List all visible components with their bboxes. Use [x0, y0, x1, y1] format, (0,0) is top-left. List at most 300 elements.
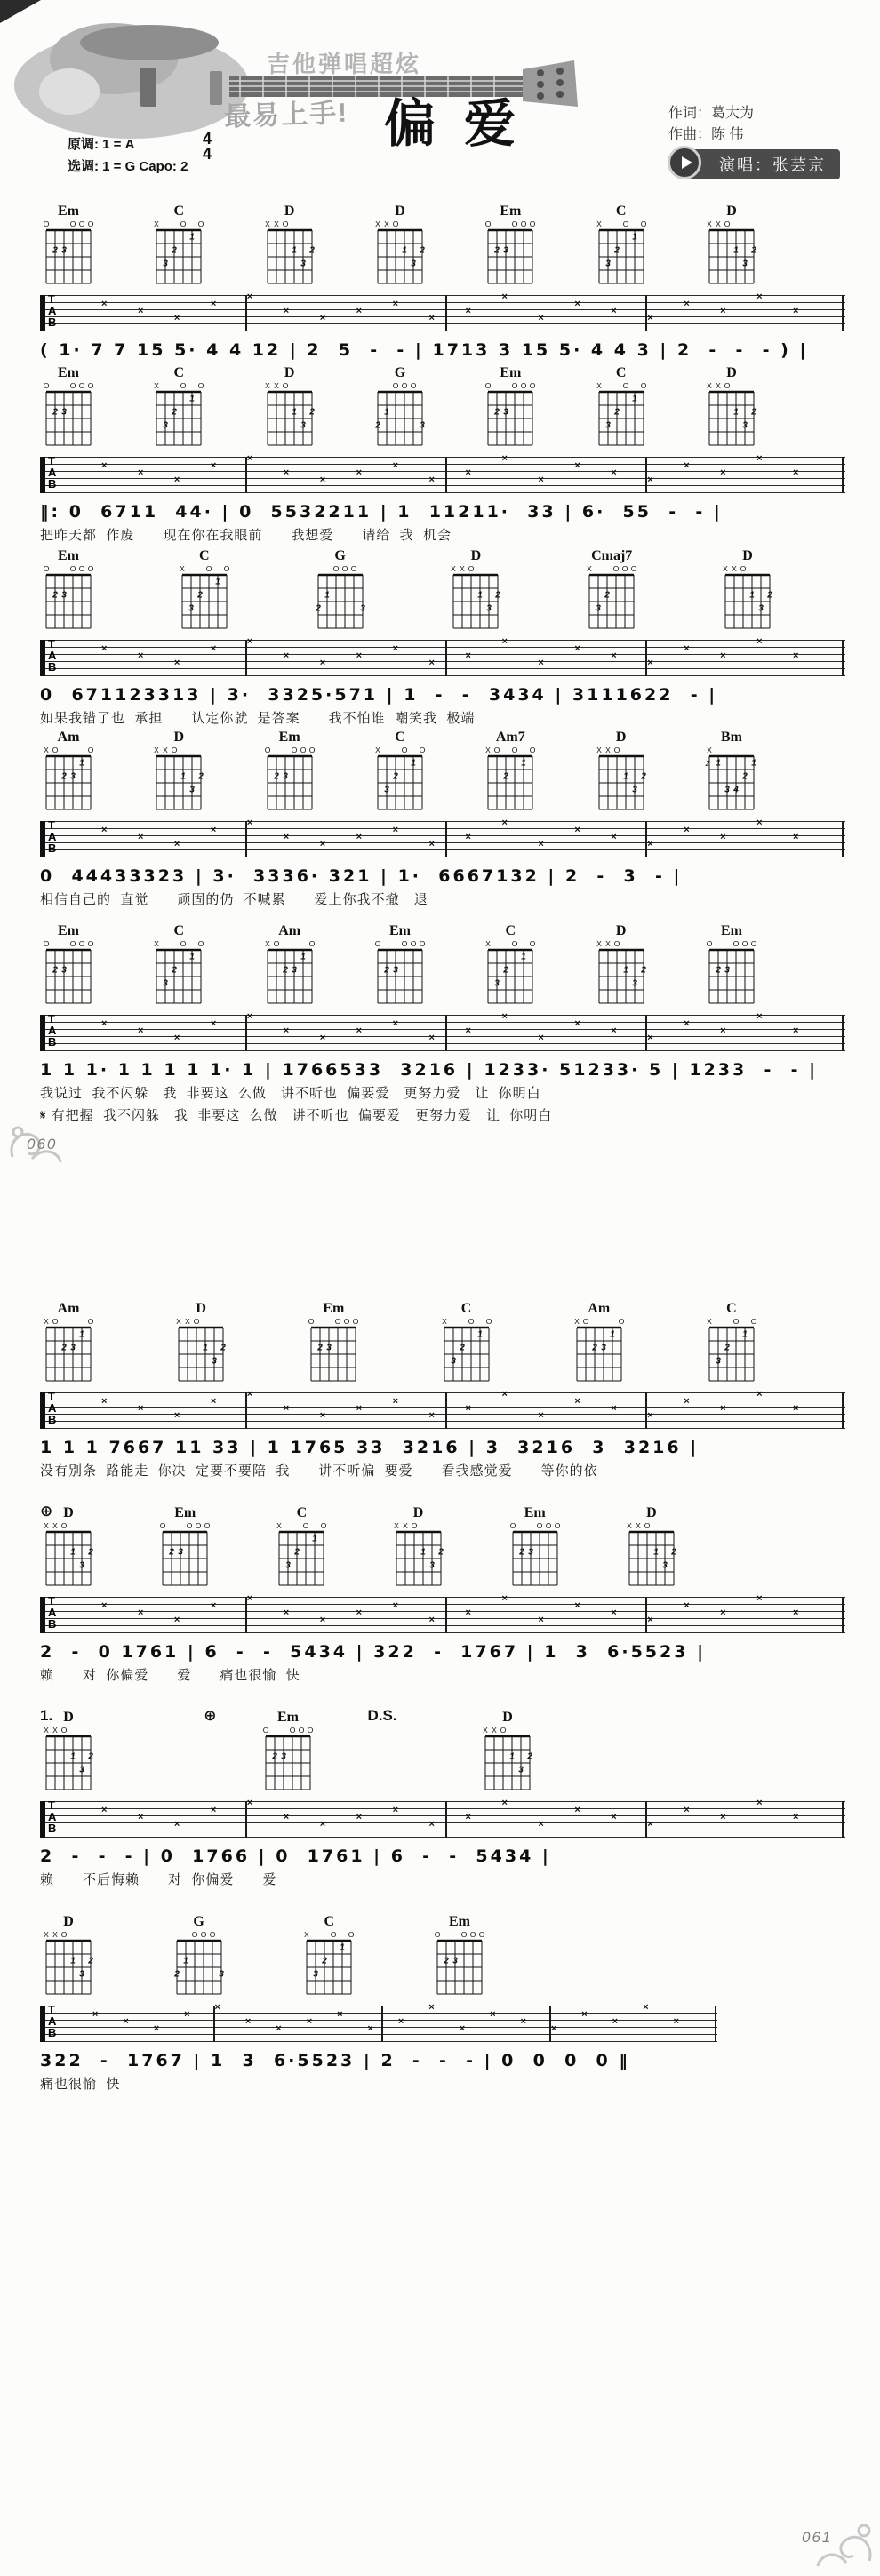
tab-letter: A: [48, 1606, 57, 1619]
chord-grid-icon: [439, 1316, 494, 1385]
svg-text:2: 2: [173, 1969, 180, 1980]
tab-letter: A: [48, 2014, 57, 2028]
svg-text:2: 2: [375, 420, 380, 431]
svg-text:2: 2: [88, 1956, 93, 1966]
chord-name: Em: [500, 365, 522, 380]
lyrics-line: 痛也很愉 快: [40, 2077, 121, 2092]
tab-letter: A: [48, 1024, 57, 1037]
svg-text:O: O: [291, 746, 297, 754]
svg-text:3: 3: [218, 1969, 224, 1980]
strum-x-mark: ×: [501, 291, 508, 302]
strum-x-mark: ×: [647, 1819, 653, 1830]
svg-text:X: X: [375, 219, 380, 228]
strum-x-mark: ×: [101, 643, 108, 654]
svg-text:1: 1: [180, 771, 187, 782]
chord-name: D: [63, 1710, 74, 1725]
svg-text:O: O: [87, 939, 94, 948]
svg-text:O: O: [348, 1930, 355, 1939]
svg-text:O: O: [419, 746, 426, 754]
chord-grid-icon: [508, 1520, 563, 1590]
chord-grid: [261, 380, 318, 454]
svg-text:X: X: [52, 1930, 58, 1939]
svg-text:O: O: [289, 1726, 296, 1735]
svg-text:2: 2: [444, 1956, 449, 1966]
strum-x-mark: ×: [647, 1615, 653, 1625]
barline: [842, 1801, 844, 1838]
chord-name: D: [63, 1914, 74, 1929]
music-marks: [40, 1707, 397, 1725]
strum-x-mark: ×: [283, 1403, 290, 1414]
strum-x-mark: ×: [550, 2023, 557, 2034]
svg-text:O: O: [622, 219, 628, 228]
chord-diagram-d: [172, 1302, 229, 1389]
strum-x-mark: ×: [137, 1403, 144, 1414]
svg-text:X: X: [264, 381, 270, 390]
strum-x-mark: ×: [612, 2016, 619, 2027]
strum-x-mark: ×: [137, 650, 144, 661]
svg-text:2: 2: [172, 407, 178, 418]
series-slogan-watermark: 最易上手!: [223, 98, 349, 132]
tab-letter: T: [48, 818, 55, 832]
svg-text:O: O: [613, 939, 620, 948]
strum-x-mark: ×: [611, 1607, 617, 1618]
strum-x-mark: ×: [684, 643, 690, 654]
svg-text:1: 1: [509, 1751, 515, 1762]
strum-x-mark: ×: [319, 658, 326, 668]
chord-name: D: [284, 203, 295, 219]
lyrics-line: 赖 对 你偏爱 爱 痛也很愉 快: [40, 1668, 300, 1683]
strum-x-mark: ×: [319, 475, 326, 485]
svg-text:O: O: [87, 381, 94, 390]
chord-diagram-em: [482, 366, 539, 453]
strum-x-mark: ×: [356, 1025, 363, 1036]
chord-diagram-c: [703, 1302, 760, 1389]
svg-text:O: O: [353, 1317, 359, 1326]
chord-name: Am: [57, 1301, 80, 1316]
tab-letter: A: [48, 304, 57, 317]
strum-x-mark: ×: [647, 475, 653, 485]
strum-x-mark: ×: [210, 1805, 217, 1815]
chord-grid: [261, 745, 318, 818]
svg-text:O: O: [43, 939, 50, 948]
strum-x-mark: ×: [392, 825, 399, 835]
chord-grid: [479, 1725, 536, 1798]
chord-name: C: [505, 923, 516, 938]
chord-diagram-em: [372, 924, 428, 1011]
chord-grid: [703, 938, 760, 1012]
svg-text:1: 1: [477, 590, 484, 601]
chord-grid-icon: [372, 380, 428, 450]
strum-x-mark: ×: [501, 1798, 508, 1808]
strum-x-mark: ×: [101, 1805, 108, 1815]
chord-grid: [150, 938, 207, 1012]
strum-x-mark: ×: [101, 460, 108, 471]
chord-grid-icon: [704, 219, 759, 288]
svg-text:O: O: [500, 1726, 507, 1735]
svg-text:O: O: [78, 564, 85, 573]
strum-x-mark: ×: [684, 1396, 690, 1407]
svg-text:O: O: [273, 939, 279, 948]
music-mark: 1.: [40, 1707, 53, 1724]
melody-line: 0 671123313 | 3· 3325·571 | 1 - - 3434 | 3111622 - |: [40, 685, 718, 705]
strum-x-mark: ×: [611, 467, 617, 478]
music-mark: D.S.: [367, 1707, 397, 1724]
strum-x-mark: ×: [101, 299, 108, 309]
tab-letter: B: [48, 841, 57, 855]
chord-grid: [372, 938, 428, 1012]
svg-text:3: 3: [313, 1969, 319, 1980]
strum-x-mark: ×: [756, 636, 763, 647]
strum-x-mark: ×: [756, 817, 763, 828]
chord-grid-icon: [594, 745, 649, 814]
strum-x-mark: ×: [246, 1011, 253, 1022]
svg-text:O: O: [60, 1521, 68, 1530]
lyrics-line: 我说过 我不闪躲 我 非要这 么做 讲不听也 偏要爱 更努力爱 让 你明白: [40, 1086, 541, 1101]
chord-grid: [273, 1520, 330, 1594]
strum-x-mark: ×: [428, 658, 435, 668]
strum-x-mark: ×: [720, 1403, 726, 1414]
svg-text:3: 3: [604, 420, 611, 431]
strum-x-mark: ×: [793, 1812, 799, 1822]
svg-text:X: X: [707, 746, 712, 754]
svg-text:O: O: [640, 219, 646, 228]
chord-diagram-em: [703, 924, 760, 1011]
svg-text:O: O: [512, 939, 518, 948]
tab-letter: B: [48, 660, 57, 674]
time-sig-top: 4: [203, 130, 212, 148]
chord-name: G: [193, 1914, 204, 1929]
svg-text:X: X: [52, 1521, 58, 1530]
svg-text:2: 2: [393, 771, 398, 782]
svg-text:O: O: [344, 1317, 350, 1326]
svg-text:1: 1: [70, 1751, 76, 1762]
chord-grid: [40, 1725, 97, 1798]
chord-name: C: [173, 923, 185, 938]
svg-text:O: O: [401, 381, 408, 390]
strum-x-mark: ×: [283, 467, 290, 478]
chord-name: Cmaj7: [591, 548, 633, 563]
chord-name: Em: [500, 203, 522, 219]
chord-name: Em: [277, 1710, 299, 1725]
svg-text:3: 3: [503, 245, 509, 256]
lyrics-line: 如果我错了也 承担 认定你就 是答案 我不怕谁 嘲笑我 极端: [40, 711, 476, 726]
system-2: [40, 366, 840, 544]
strum-x-mark: ×: [137, 832, 144, 842]
svg-text:2: 2: [197, 590, 203, 601]
tab-letter: T: [48, 1012, 55, 1025]
svg-text:4: 4: [733, 785, 739, 795]
svg-text:X: X: [44, 1930, 49, 1939]
svg-text:2: 2: [88, 1547, 93, 1558]
svg-text:3: 3: [326, 1343, 332, 1353]
strum-x-mark: ×: [720, 1025, 726, 1036]
svg-text:O: O: [612, 564, 620, 573]
strum-x-mark: ×: [611, 650, 617, 661]
chord-grid-icon: [41, 1520, 96, 1590]
svg-text:3: 3: [384, 785, 389, 795]
chord-grid: [150, 219, 207, 292]
strum-x-mark: ×: [684, 1600, 690, 1611]
svg-text:X: X: [604, 939, 611, 948]
barline: [842, 821, 844, 857]
strum-x-mark: ×: [210, 825, 217, 835]
chord-diagram-em: [305, 1302, 362, 1389]
svg-text:3: 3: [282, 771, 288, 782]
strum-x-mark: ×: [465, 306, 471, 316]
strum-x-mark: ×: [684, 1805, 690, 1815]
system-8: [40, 1707, 840, 1888]
system-4: [40, 730, 840, 908]
chord-grid-icon: [372, 938, 428, 1008]
svg-text:O: O: [530, 381, 536, 390]
svg-text:O: O: [706, 939, 713, 948]
svg-text:X: X: [402, 1521, 408, 1530]
svg-text:2: 2: [317, 1343, 324, 1353]
barline: [445, 640, 447, 676]
chord-diagram-am: [40, 730, 97, 817]
svg-text:X: X: [707, 381, 712, 390]
svg-text:1: 1: [622, 965, 628, 976]
barline: [445, 1597, 447, 1633]
chord-grid: [40, 1316, 97, 1390]
svg-text:2: 2: [308, 245, 315, 256]
svg-text:2: 2: [604, 590, 610, 601]
svg-text:1: 1: [324, 590, 330, 601]
strum-x-mark: ×: [173, 1410, 180, 1421]
chord-grid-icon: [448, 563, 503, 633]
barline: [445, 821, 447, 857]
chord-grid: [261, 938, 318, 1012]
svg-text:2: 2: [315, 603, 321, 614]
song-title: 偏 爱: [383, 95, 524, 153]
svg-text:2: 2: [613, 245, 620, 256]
svg-text:3: 3: [79, 1765, 84, 1775]
strum-x-mark: ×: [501, 817, 508, 828]
svg-text:1: 1: [189, 394, 196, 404]
tab-letter: B: [48, 1617, 57, 1631]
chord-grid-icon: [157, 1520, 212, 1590]
chord-grid: [261, 219, 318, 292]
svg-text:O: O: [621, 564, 628, 573]
strum-x-mark: ×: [356, 1607, 363, 1618]
svg-text:X: X: [485, 746, 492, 754]
svg-text:O: O: [69, 564, 76, 573]
chord-name: Am: [588, 1301, 611, 1316]
chord-diagram-c: [482, 924, 539, 1011]
strum-x-mark: ×: [210, 460, 217, 471]
chord-grid-icon: [483, 745, 538, 814]
svg-text:O: O: [350, 564, 356, 573]
svg-text:O: O: [485, 1317, 492, 1326]
svg-text:X: X: [441, 1317, 447, 1326]
strum-x-mark: ×: [246, 817, 253, 828]
tab-letter: T: [48, 637, 55, 650]
strum-x-mark: ×: [611, 1025, 617, 1036]
svg-text:O: O: [341, 564, 348, 573]
barline: [381, 2006, 383, 2042]
strum-x-mark: ×: [356, 1812, 363, 1822]
chord-grid-icon: [151, 938, 206, 1008]
strum-x-mark: ×: [367, 2023, 373, 2034]
melody-line: 0 44433323 | 3· 3336· 321 | 1· 6667132 | 2 - 3 - |: [40, 866, 683, 886]
svg-text:X: X: [707, 1317, 712, 1326]
svg-text:X: X: [44, 746, 49, 754]
chord-grid: [312, 563, 369, 637]
tab-staff: [40, 2002, 717, 2042]
svg-text:3: 3: [189, 785, 196, 795]
svg-text:X: X: [52, 1726, 58, 1735]
tab-staff: [40, 1798, 845, 1838]
play-icon: [668, 146, 701, 179]
svg-text:O: O: [374, 939, 381, 948]
chord-grid-icon: [483, 380, 538, 450]
svg-text:O: O: [509, 1521, 516, 1530]
svg-text:O: O: [87, 219, 94, 228]
chord-name: Bm: [720, 730, 742, 745]
chord-grid-icon: [572, 1316, 627, 1385]
chord-diagram-em: [40, 549, 97, 636]
chord-grid-icon: [372, 219, 428, 288]
tab-letter: A: [48, 466, 57, 479]
chord-diagram-am: [261, 924, 318, 1011]
svg-text:O: O: [198, 219, 204, 228]
chord-grid: [703, 1316, 760, 1390]
chord-diagram-d: [150, 730, 207, 817]
svg-text:O: O: [622, 381, 628, 390]
svg-text:1: 1: [733, 245, 739, 256]
svg-text:X: X: [154, 746, 160, 754]
chord-name: D: [173, 730, 185, 745]
chord-grid: [372, 380, 428, 454]
chord-grid: [40, 938, 97, 1012]
svg-text:1: 1: [79, 758, 84, 769]
lyrics-line: 没有别条 路能走 你决 定要不要陪 我 讲不听偏 要爱 看我感觉爱 等你的依: [40, 1463, 598, 1479]
chord-grid: [40, 380, 97, 454]
strum-x-mark: ×: [173, 1819, 180, 1830]
svg-text:O: O: [43, 219, 50, 228]
strum-x-mark: ×: [283, 1607, 290, 1618]
chord-row: [40, 1506, 680, 1593]
chord-diagram-bm: [703, 730, 760, 817]
strum-x-mark: ×: [137, 467, 144, 478]
strum-x-mark: ×: [392, 1600, 399, 1611]
svg-text:3: 3: [393, 965, 398, 976]
tab-letter: A: [48, 1810, 57, 1823]
svg-text:O: O: [205, 564, 212, 573]
svg-text:X: X: [154, 939, 160, 948]
strum-x-mark: ×: [392, 1805, 399, 1815]
chord-name: D: [615, 730, 627, 745]
key-selected: 选调: 1 = G Capo: 2: [68, 159, 188, 174]
chord-grid-icon: [173, 1316, 228, 1385]
svg-text:1: 1: [340, 1942, 346, 1953]
strum-x-mark: ×: [720, 1812, 726, 1822]
strum-x-mark: ×: [428, 1410, 435, 1421]
chord-diagram-d: [40, 1915, 97, 2002]
svg-text:O: O: [494, 746, 500, 754]
strum-x-mark: ×: [793, 832, 799, 842]
strum-x-mark: ×: [538, 313, 544, 323]
chord-name: G: [334, 548, 346, 563]
chord-grid-icon: [594, 380, 649, 450]
svg-text:X: X: [596, 939, 602, 948]
svg-text:2: 2: [742, 771, 748, 782]
svg-text:O: O: [630, 564, 637, 573]
svg-text:X: X: [596, 381, 602, 390]
svg-text:1: 1: [312, 1534, 318, 1544]
svg-text:1: 1: [716, 758, 721, 769]
chord-grid-icon: [372, 745, 428, 814]
chord-name: D: [470, 548, 482, 563]
svg-text:O: O: [545, 1521, 552, 1530]
tab-letter: B: [48, 1035, 57, 1049]
strum-x-mark: ×: [246, 636, 253, 647]
chord-grid-icon: [274, 1520, 329, 1590]
svg-text:O: O: [530, 219, 536, 228]
key-info: [68, 133, 188, 178]
chord-grid-icon: [41, 563, 96, 633]
svg-text:X: X: [460, 564, 466, 573]
page-number-left: 060: [27, 1136, 58, 1152]
strum-x-mark: ×: [647, 313, 653, 323]
chord-diagram-c: [593, 366, 650, 453]
chord-name: D: [284, 365, 295, 380]
chord-grid: [447, 563, 504, 637]
tab-letter: T: [48, 1798, 55, 1812]
svg-text:1: 1: [521, 952, 527, 962]
chord-diagram-c: [300, 1915, 357, 2002]
strum-x-mark: ×: [210, 643, 217, 654]
svg-text:O: O: [554, 1521, 561, 1530]
svg-text:O: O: [198, 381, 204, 390]
svg-text:O: O: [618, 1317, 625, 1326]
svg-text:O: O: [191, 1930, 197, 1939]
svg-text:X: X: [154, 381, 160, 390]
svg-text:O: O: [401, 939, 408, 948]
chord-row: [40, 1915, 488, 2002]
chord-name: D: [196, 1301, 206, 1316]
barline: [842, 295, 844, 331]
svg-text:O: O: [410, 381, 417, 390]
tab-letter: A: [48, 1401, 57, 1415]
strum-x-mark: ×: [246, 1798, 253, 1808]
chord-grid: [305, 1316, 362, 1390]
strum-x-mark: ×: [392, 1018, 399, 1029]
svg-text:O: O: [512, 219, 518, 228]
strum-x-mark: ×: [611, 1403, 617, 1414]
svg-text:X: X: [375, 746, 380, 754]
chord-diagram-em: [40, 924, 97, 1011]
chord-grid: [507, 1520, 564, 1594]
tab-letter: B: [48, 1822, 57, 1835]
svg-text:O: O: [87, 1317, 94, 1326]
svg-text:1: 1: [733, 407, 739, 418]
strum-x-mark: ×: [720, 467, 726, 478]
svg-text:O: O: [512, 746, 518, 754]
svg-text:O: O: [180, 939, 187, 948]
strum-x-mark: ×: [501, 1389, 508, 1400]
svg-text:1: 1: [291, 245, 297, 256]
svg-text:1: 1: [182, 1956, 188, 1966]
svg-text:O: O: [308, 1317, 315, 1326]
melody-line: 2 - 0 1761 | 6 - - 5434 | 322 - 1767 | 1 3 6·5523 |: [40, 1642, 707, 1662]
svg-text:3: 3: [494, 978, 500, 989]
strum-x-mark: ×: [356, 832, 363, 842]
chord-diagram-c: [150, 924, 207, 1011]
barline: [842, 1015, 844, 1051]
svg-text:1: 1: [70, 1547, 76, 1558]
svg-text:X: X: [451, 564, 457, 573]
